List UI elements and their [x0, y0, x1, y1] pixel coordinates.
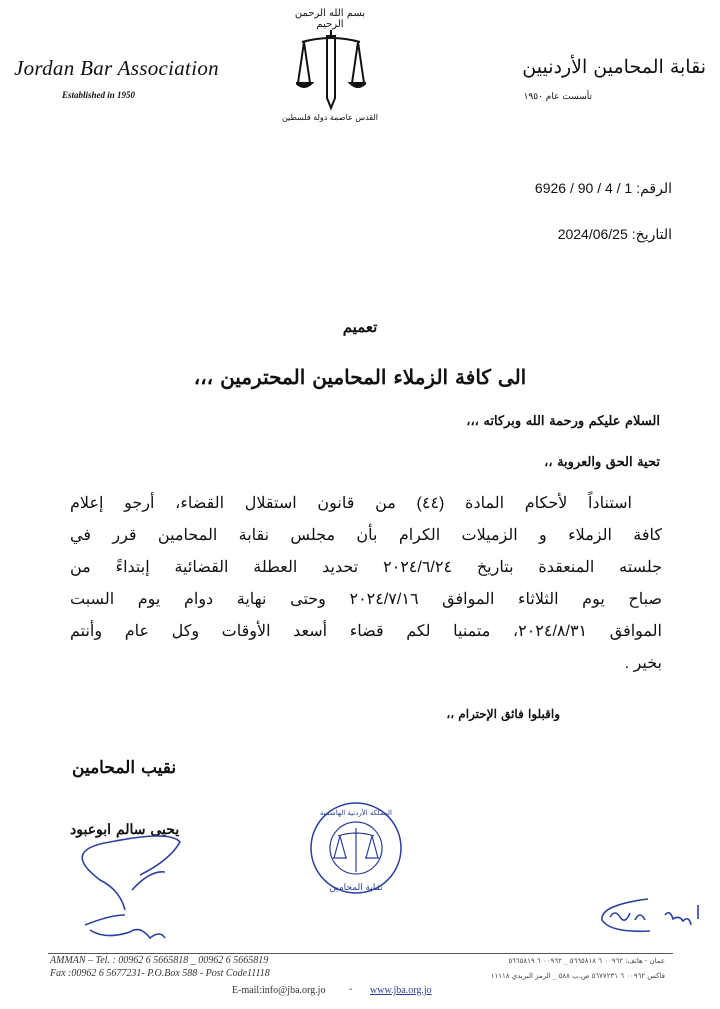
date-label: التاريخ:: [631, 226, 672, 242]
english-logo: Jordan Bar Association: [14, 56, 219, 80]
footer-email[interactable]: E-mail:info@jba.org.jo: [232, 985, 326, 996]
scales-sword-emblem-icon: [296, 28, 366, 112]
arabic-established: تأسست عام ١٩٥٠: [523, 92, 592, 102]
closing: واقبلوا فائق الإحترام ،،: [446, 707, 560, 721]
handwritten-signature-left: [70, 830, 190, 945]
greeting: السلام عليكم ورحمة الله وبركاته ،،،: [466, 414, 660, 429]
letter-date: [554, 226, 672, 243]
signatory-name: يحيى سالم ابوعبود: [70, 822, 180, 838]
body-line: صباح يوم الثلاثاء الموافق ٢٠٢٤/٧/١٦ وحتى نهاية دوام يوم السبت: [70, 591, 662, 608]
emblem-caption: القدس عاصمة دولة فلسطين: [281, 113, 379, 122]
footer-en-fax: Fax :00962 6 5677231- P.O.Box 588 - Post Code11118: [50, 968, 270, 979]
footer-separator: -: [349, 984, 353, 995]
bismillah: بسم الله الرحمن الرحيم: [294, 8, 366, 30]
date-value: 2024/06/25: [557, 226, 628, 242]
body-line: الموافق ٢٠٢٤/٨/٣١، متمنيا لكم قضاء أسعد الأوقات وكل عام وأنتم: [70, 623, 663, 640]
body-line: استناداً لأحكام المادة (٤٤) من قانون استقلال القضاء، أرجو إعلام: [70, 495, 632, 512]
footer-divider: [48, 953, 673, 954]
footer-ar-phone: عمان - هاتف: ٠٠٩٦٢ ٦ ٥٦٦٥٨١٨ _ ٠٠٩٦٢ ٦ ٥٦٦٥٨١٩: [508, 957, 665, 965]
footer-en-phone: AMMAN – Tel. : 00962 6 5665818 _ 00962 6 5665819: [50, 955, 269, 966]
salutation: تحية الحق والعروبة ،،: [544, 455, 660, 470]
footer-website-link[interactable]: www.jba.org.jo: [370, 985, 432, 996]
reference-number: [531, 180, 672, 197]
reference-value: 6926 / 90 / 4 / 1: [534, 180, 633, 196]
arabic-logo: نقابة المحامين الأردنيين: [522, 56, 706, 78]
official-stamp: [308, 798, 404, 898]
body-line: جلسته المنعقدة بتاريخ ٢٠٢٤/٦/٢٤ تحديد العطلة القضائية إبتداءً من: [70, 559, 663, 576]
stamp-text-top: المملكة الأردنية الهاشمية: [319, 809, 393, 817]
english-established: Established in 1950: [62, 90, 136, 100]
addressee: الى كافة الزملاء المحامين المحترمين ،،،: [193, 365, 527, 389]
reference-label: الرقم:: [636, 180, 672, 196]
letter-body: [70, 488, 662, 680]
handwritten-signature-right: [590, 895, 710, 940]
body-line: كافة الزملاء و الزميلات الكرام بأن مجلس نقابة المحامين قرر في: [70, 527, 662, 544]
letter-title: تعميم: [342, 318, 378, 336]
signatory-title: نقيب المحامين: [72, 758, 177, 778]
footer-ar-fax: فاكس ٠٠٩٦٢ ٦ ٥٦٧٧٢٣١ ص.ب ٥٨٨ _ الرمز البريدي ١١١١٨: [490, 972, 665, 980]
body-line: بخير .: [624, 655, 662, 672]
stamp-text-bottom: نقابة المحامين: [329, 883, 383, 893]
